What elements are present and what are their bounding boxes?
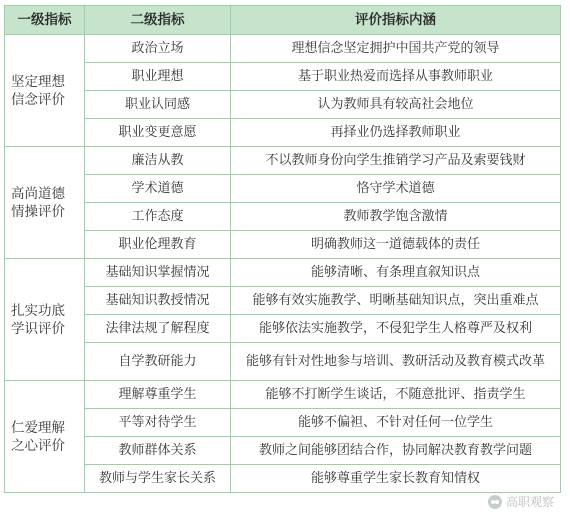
table-row <box>5 147 561 175</box>
content-cell: 能够有针对性地参与培训、教研活动及教育模式改革 <box>231 343 561 381</box>
content-cell: 教师之间能够团结合作，协同解决教育教学问题 <box>231 437 561 465</box>
content-cell: 能够不偏袒、不针对任何一位学生 <box>231 409 561 437</box>
table-row <box>5 381 561 409</box>
table-row <box>5 203 561 231</box>
level2-cell: 教师群体关系 <box>85 437 231 465</box>
table-row <box>5 343 561 381</box>
content-cell: 认为教师具有较高社会地位 <box>231 91 561 119</box>
table-row <box>5 231 561 259</box>
table-row <box>5 175 561 203</box>
content-cell: 教师教学饱含激情 <box>231 203 561 231</box>
level2-cell: 自学教研能力 <box>85 343 231 381</box>
watermark-text: 高职观察 <box>505 495 554 509</box>
table-row <box>5 35 561 63</box>
table-row <box>5 287 561 315</box>
content-cell: 能够尊重学生家长教育知情权 <box>231 465 561 493</box>
table-row <box>5 259 561 287</box>
table-row <box>5 63 561 91</box>
level2-cell: 基础知识教授情况 <box>85 287 231 315</box>
content-cell: 能够清晰、有条理直叙知识点 <box>231 259 561 287</box>
header-level2: 二级指标 <box>85 6 231 35</box>
level1-cell <box>5 259 85 381</box>
level1-label-line: 高尚道德 <box>11 185 65 202</box>
content-cell: 恪守学术道德 <box>231 175 561 203</box>
level2-cell: 平等对待学生 <box>85 409 231 437</box>
level1-label-line: 仁爱理解 <box>11 419 65 436</box>
content-cell: 能够有效实施教学、明晰基础知识点，突出重难点 <box>231 287 561 315</box>
content-cell: 能够不打断学生谈话，不随意批评、指责学生 <box>231 381 561 409</box>
level1-label-line: 扎实功底 <box>11 302 65 319</box>
level2-cell: 学术道德 <box>85 175 231 203</box>
content-cell: 理想信念坚定拥护中国共产党的领导 <box>231 35 561 63</box>
level2-cell: 职业变更意愿 <box>85 119 231 147</box>
level1-label-line: 之心评价 <box>11 437 65 454</box>
table-row <box>5 437 561 465</box>
header-content: 评价指标内涵 <box>231 6 561 35</box>
content-cell: 能够依法实施教学，不侵犯学生人格尊严及权利 <box>231 315 561 343</box>
table-row <box>5 119 561 147</box>
level2-cell: 基础知识掌握情况 <box>85 259 231 287</box>
level1-label-line: 学识评价 <box>11 320 65 337</box>
header-level1: 一级指标 <box>5 6 85 35</box>
teacher-evaluation-table <box>4 5 561 493</box>
level2-cell: 法律法规了解程度 <box>85 315 231 343</box>
level2-cell: 职业认同感 <box>85 91 231 119</box>
level2-cell: 职业理想 <box>85 63 231 91</box>
watermark <box>488 493 554 510</box>
level2-cell: 工作态度 <box>85 203 231 231</box>
content-cell: 明确教师这一道德载体的责任 <box>231 231 561 259</box>
content-cell: 不以教师身份向学生推销学习产品及索要钱财 <box>231 147 561 175</box>
table-row <box>5 315 561 343</box>
evaluation-table-container <box>4 5 560 493</box>
level2-cell: 教师与学生家长关系 <box>85 465 231 493</box>
level1-cell <box>5 35 85 147</box>
table-row <box>5 91 561 119</box>
content-cell: 基于职业热爱而选择从事教师职业 <box>231 63 561 91</box>
level2-cell: 政治立场 <box>85 35 231 63</box>
level1-label-line: 坚定理想 <box>11 73 65 90</box>
wechat-icon <box>488 495 502 509</box>
table-row <box>5 465 561 493</box>
level1-cell <box>5 381 85 493</box>
level2-cell: 理解尊重学生 <box>85 381 231 409</box>
table-header-row <box>5 6 561 35</box>
table-row <box>5 409 561 437</box>
level1-label-line: 情操评价 <box>11 203 65 220</box>
level2-cell: 廉洁从教 <box>85 147 231 175</box>
level1-cell <box>5 147 85 259</box>
level2-cell: 职业伦理教育 <box>85 231 231 259</box>
level1-label-line: 信念评价 <box>11 91 65 108</box>
content-cell: 再择业仍选择教师职业 <box>231 119 561 147</box>
